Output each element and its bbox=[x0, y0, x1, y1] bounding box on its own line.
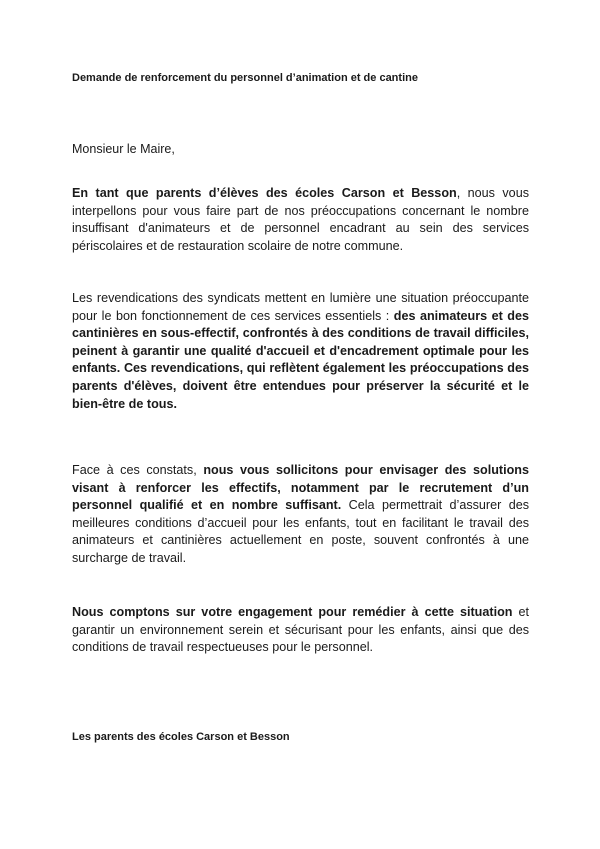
paragraph-intro-bold: En tant que parents d’élèves des écoles Carson et Besson bbox=[72, 186, 457, 200]
paragraph-intro bbox=[72, 185, 529, 255]
paragraph-closing-text: et garantir un environnement serein et sécurisant pour les enfants, ainsi que des conditions de travail respectueuses pour le personnel. bbox=[72, 605, 529, 655]
paragraph-request-text-before: Face à ces constats, bbox=[72, 463, 204, 477]
paragraph-intro-text: , nous vous interpellons pour vous faire part de nos préoccupations concernant le nombre insuffisant d'animateurs et de personnel encadrant au sein des services périscolaires et de restauration scolaire de notre commune. bbox=[72, 186, 529, 253]
letter-signature: Les parents des écoles Carson et Besson bbox=[72, 731, 290, 743]
paragraph-unions-bold: des animateurs et des cantinières en sous-effectif, confrontés à des conditions de travail difficiles, peinent à garantir une qualité d'accueil et d'encadrement optimale pour les enfants. Ces revendications, qui reflètent également les préoccupations des parents d'élèves, doivent être entendues pour préserver la sécurité et le bien-être de tous. bbox=[72, 308, 530, 411]
paragraph-unions-text: Les revendications des syndicats mettent en lumière une situation préoccupante pour le bon fonctionnement de ces services essentiels : bbox=[72, 291, 529, 323]
paragraph-request bbox=[72, 462, 529, 568]
paragraph-request-bold: nous vous sollicitons pour envisager des solutions visant à renforcer les effectifs, notamment par le recrutement d’un personnel qualifié et en nombre suffisant. bbox=[72, 463, 529, 513]
paragraph-unions bbox=[72, 290, 529, 413]
letter-subject: Demande de renforcement du personnel d’animation et de cantine bbox=[72, 72, 418, 84]
letter-salutation: Monsieur le Maire, bbox=[72, 142, 175, 156]
paragraph-closing bbox=[72, 604, 529, 657]
paragraph-request-text-after: Cela permettrait d’assurer des meilleures conditions d’accueil pour les enfants, tout en facilitant le travail des animateurs et cantinières actuellement en poste, souvent confrontés à une surcharge de travail. bbox=[72, 498, 530, 565]
paragraph-closing-bold: Nous comptons sur votre engagement pour remédier à cette situation bbox=[72, 605, 513, 619]
